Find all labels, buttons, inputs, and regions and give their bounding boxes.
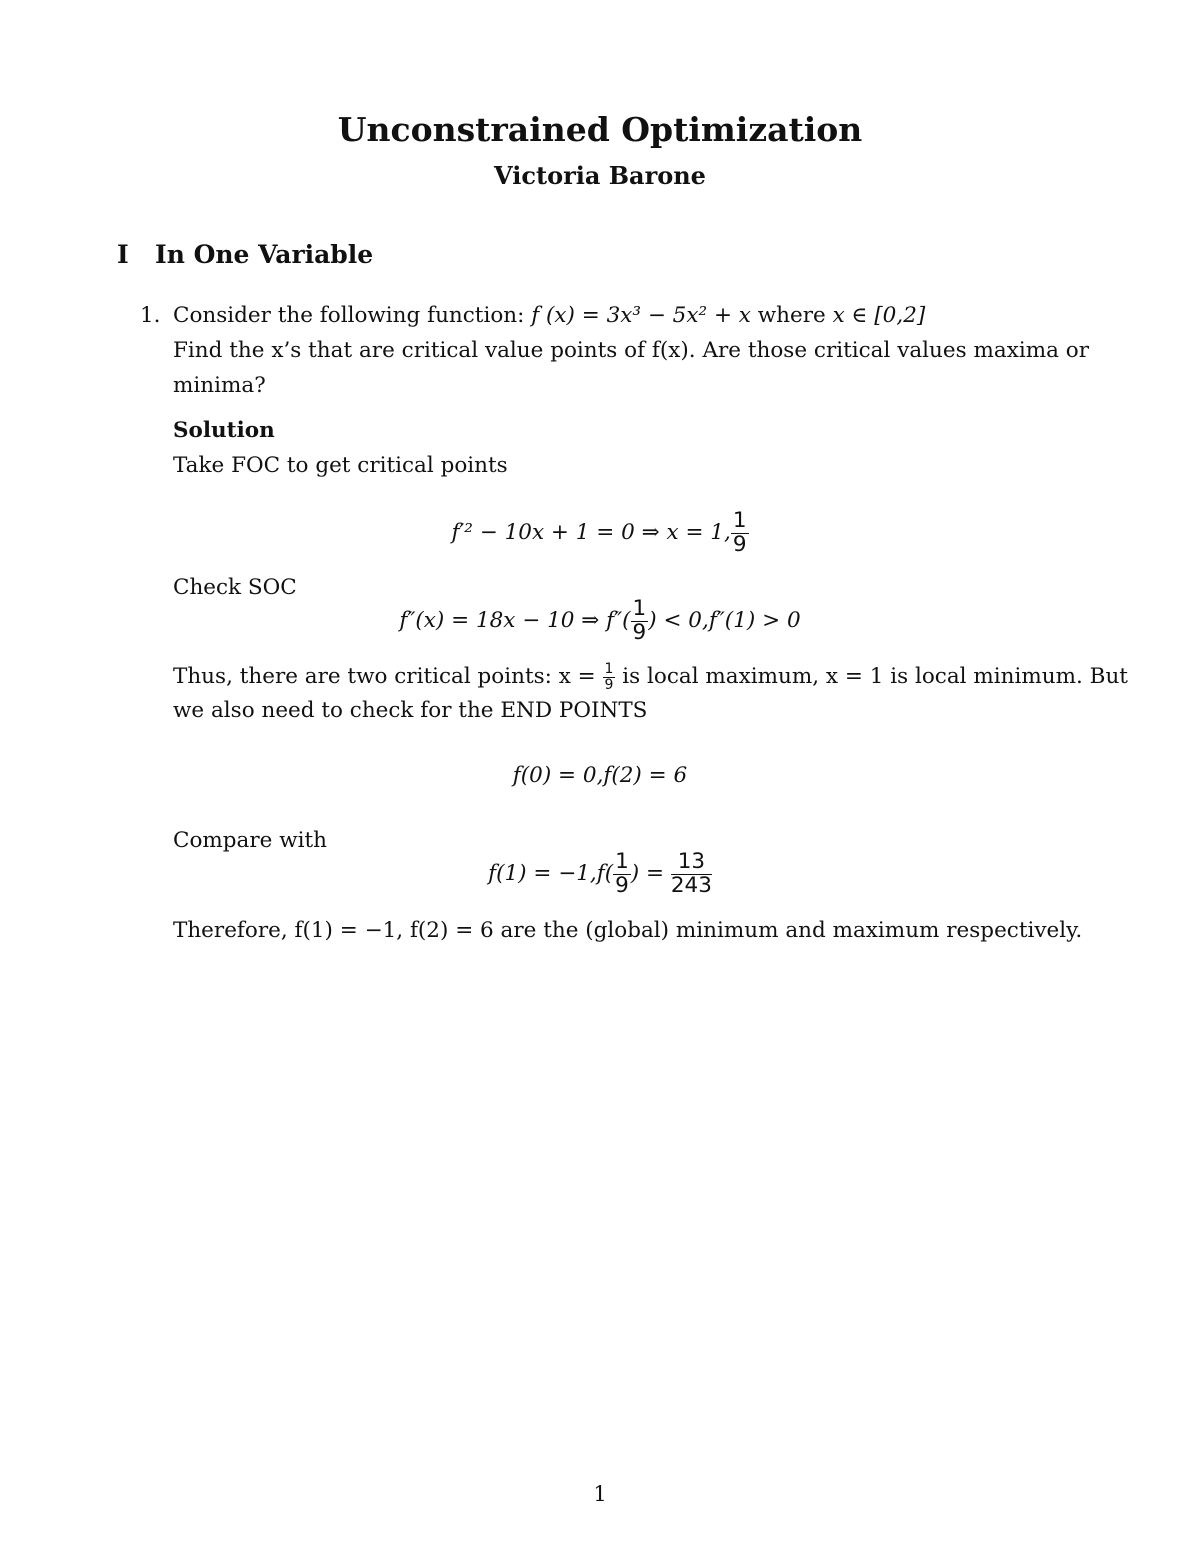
section-number: I [117,240,129,269]
function-expression: f (x) = 3x³ − 5x² + x [531,303,751,328]
soc-equation-left: f″(x) = 18x − 10 ⇒ f″( [399,608,631,634]
thus-line-1-end: is local maximum, x = 1 is local minimum. But [615,664,1128,690]
foc-text: Take FOC to get critical points [173,453,508,478]
soc-equation-right: ) < 0,f″(1) > 0 [648,608,801,634]
compare-equation [0,851,1200,897]
foc-fraction-numerator: 1 [732,508,747,533]
foc-fraction [731,510,749,556]
foc-fraction-denominator: 9 [732,531,747,557]
compare-fraction-numerator: 1 [615,849,629,874]
soc-text: Check SOC [173,575,297,600]
compare-fraction-2-numerator: 13 [671,851,712,875]
compare-equation-mid: ) = [630,861,671,887]
compare-fraction [613,851,631,897]
problem-statement [173,303,925,328]
compare-fraction-2-denominator: 243 [670,872,712,898]
domain-expression: x ∈ [0,2] [832,303,926,328]
thus-line-1-start: Thus, there are two critical points: x = [173,664,603,690]
thus-line-1 [173,662,1128,692]
page-title: Unconstrained Optimization [337,110,863,149]
soc-fraction [631,598,649,644]
compare-fraction-denominator: 9 [615,872,629,898]
foc-equation [0,510,1200,556]
conclusion-text: Therefore, f(1) = −1, f(2) = 6 are the (global) minimum and maximum respectively. [173,918,1083,943]
question-line-2: minima? [173,373,266,398]
page-number: 1 [593,1482,607,1506]
problem-intro: Consider the following function: [173,303,532,328]
endpoints-equation-text: f(0) = 0,f(2) = 6 [512,763,688,788]
thus-fraction-numerator: 1 [604,661,614,677]
author-name: Victoria Barone [494,161,706,190]
solution-heading: Solution [173,418,275,443]
compare-equation-left: f(1) = −1,f( [488,861,614,887]
thus-fraction [603,662,616,692]
thus-fraction-denominator: 9 [604,676,614,693]
compare-text: Compare with [173,828,327,853]
compare-fraction-2 [671,851,712,897]
domain-word: where [750,303,833,328]
question-line-1: Find the x’s that are critical value points of f(x). Are those critical values maxima or [173,338,1089,363]
foc-equation-left: f′² − 10x + 1 = 0 ⇒ x = 1, [451,520,731,546]
problem-number: 1. [140,303,161,328]
thus-line-2: we also need to check for the END POINTS [173,698,648,723]
soc-equation [0,598,1200,644]
endpoints-equation [0,763,1200,788]
soc-fraction-numerator: 1 [632,596,647,621]
section-title: In One Variable [155,240,374,269]
soc-fraction-denominator: 9 [632,619,647,645]
